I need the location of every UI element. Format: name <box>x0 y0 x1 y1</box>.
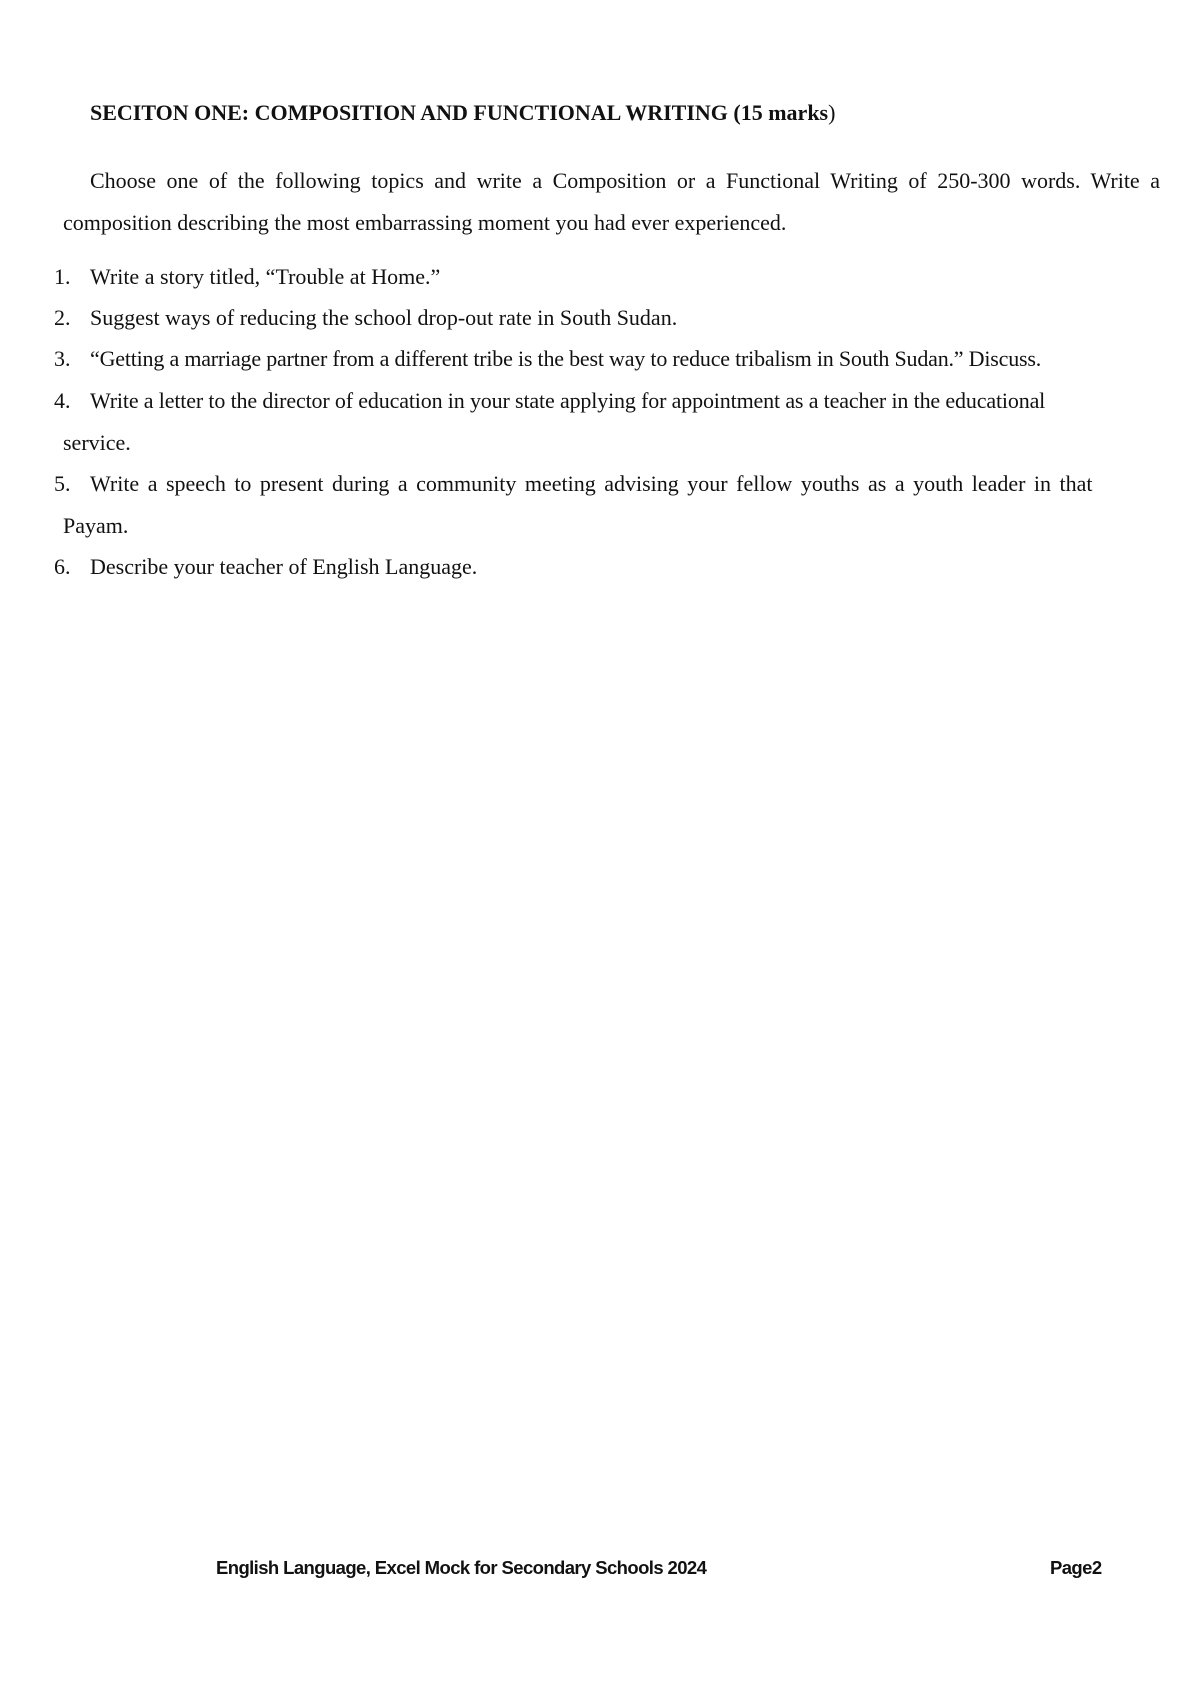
footer-title: English Language, Excel Mock for Secondary Schools 2024 <box>216 1557 707 1578</box>
topic-item-3 <box>54 338 1160 380</box>
section-heading-close: ) <box>828 100 836 125</box>
footer-page-number: Page2 <box>1050 1557 1102 1578</box>
topic-item-1 <box>54 256 1160 298</box>
topic-text: Describe your teacher of English Language. <box>90 554 478 579</box>
topic-text: Write a story titled, “Trouble at Home.” <box>90 264 441 289</box>
topic-number: 2. <box>54 305 71 330</box>
topic-text-continuation: service. <box>63 429 131 455</box>
topic-number: 3. <box>54 346 71 371</box>
topic-text: “Getting a marriage partner from a different tribe is the best way to reduce tribalism in South Sudan.” Discuss. <box>90 346 1042 371</box>
topic-text-continuation: Payam. <box>63 512 129 538</box>
topic-number: 6. <box>54 554 71 579</box>
topic-item-2 <box>54 297 1160 339</box>
topic-number: 5. <box>54 471 71 496</box>
topic-text: Write a speech to present during a community meeting advising your fellow youths as a youth leader in that <box>90 471 1093 496</box>
instructions-paragraph: Choose one of the following topics and write a Composition or a Functional Writing of 250-300 words. Write a composition describing the most embarrassing moment you had ever experienced. <box>63 168 1160 235</box>
topic-item-5 <box>54 463 1160 546</box>
topic-item-4 <box>54 380 1160 463</box>
section-heading-text: SECITON ONE: COMPOSITION AND FUNCTIONAL WRITING (15 marks <box>90 100 829 125</box>
section-heading <box>90 100 835 126</box>
topic-number: 1. <box>54 264 71 289</box>
topic-number: 4. <box>54 388 71 413</box>
topic-item-6 <box>54 546 1160 588</box>
topic-text: Write a letter to the director of education in your state applying for appointment as a teacher in the educational <box>90 388 1046 413</box>
topic-text: Suggest ways of reducing the school drop-out rate in South Sudan. <box>90 305 678 330</box>
